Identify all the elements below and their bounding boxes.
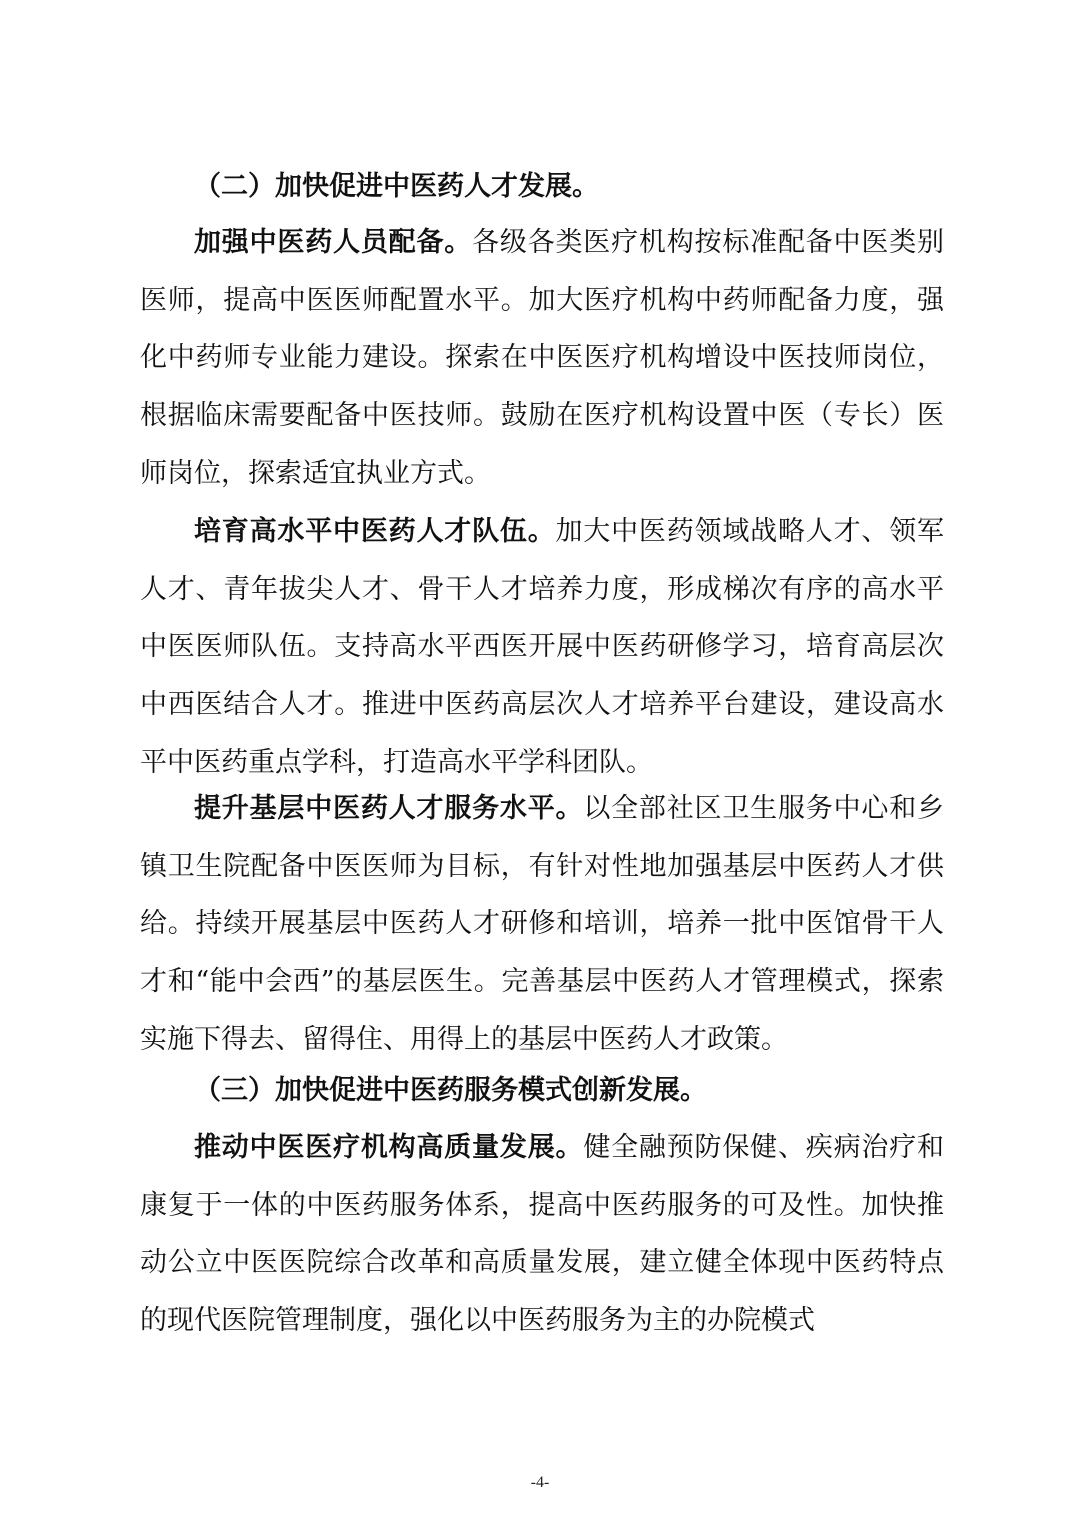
paragraph-staffing <box>140 214 944 503</box>
paragraph-lead: 提升基层中医药人才服务水平。 <box>194 793 584 824</box>
section-heading-three: （三）加快促进中医药服务模式创新发展。 <box>194 1075 707 1106</box>
page-number: -4- <box>530 1474 550 1491</box>
paragraph-body: 以全部社区卫生服务中心和乡镇卫生院配备中医医师为目标，有针对性地加强基层中医药人才供给。持续开展基层中医药人才研修和培训，培养一批中医馆骨干人才和“能中会西”的基层医生。完善基层中医药人才管理模式，探索实施下得去、留得住、用得上的基层中医药人才政策。 <box>140 793 945 1055</box>
paragraph-grassroots-talent <box>140 780 944 1069</box>
paragraph-lead: 培育高水平中医药人才队伍。 <box>194 516 556 547</box>
paragraph-body: 各级各类医疗机构按标准配备中医类别医师，提高中医医师配置水平。加大医疗机构中药师配备力度，强化中药师专业能力建设。探索在中医医疗机构增设中医技师岗位，根据临床需要配备中医技师。鼓励在医疗机构设置中医（专长）医师岗位，探索适宜执业方式。 <box>140 227 945 489</box>
paragraph-lead: 加强中医药人员配备。 <box>194 227 473 258</box>
paragraph-institutions <box>140 1119 944 1350</box>
paragraph-lead: 推动中医医疗机构高质量发展。 <box>194 1132 584 1163</box>
paragraph-high-level-talent <box>140 503 944 792</box>
paragraph-body: 加大中医药领域战略人才、领军人才、青年拔尖人才、骨干人才培养力度，形成梯次有序的高水平中医医师队伍。支持高水平西医开展中医药研修学习，培育高层次中西医结合人才。推进中医药高层次人才培养平台建设，建设高水平中医药重点学科，打造高水平学科团队。 <box>140 516 944 778</box>
section-heading-two: （二）加快促进中医药人才发展。 <box>194 171 599 202</box>
paragraph-body: 健全融预防保健、疾病治疗和康复于一体的中医药服务体系，提高中医药服务的可及性。加快推动公立中医医院综合改革和高质量发展，建立健全体现中医药特点的现代医院管理制度，强化以中医药服务为主的办院模式 <box>140 1132 945 1337</box>
